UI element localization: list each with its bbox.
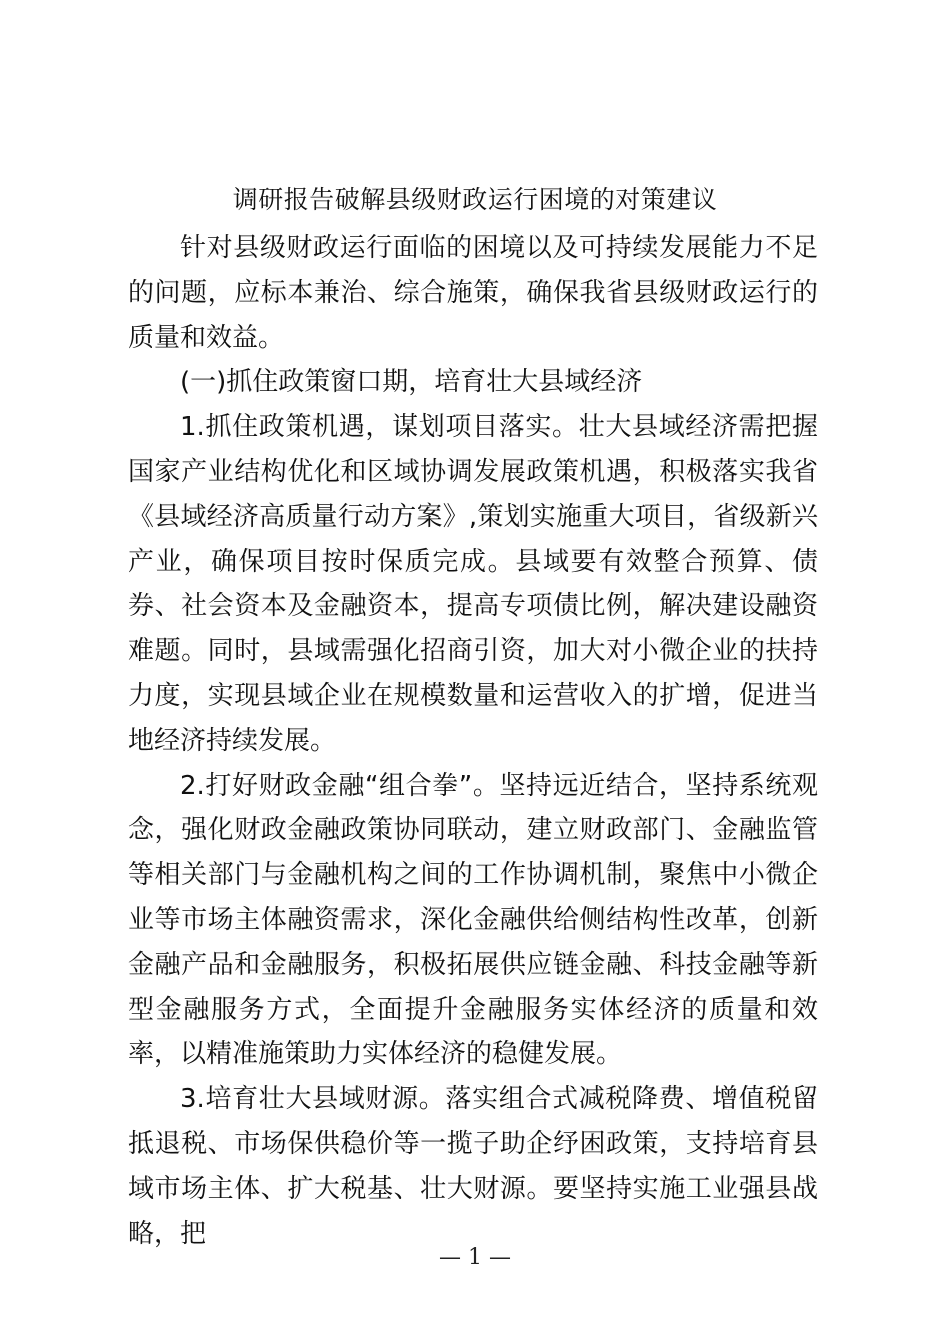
paragraph-intro: 针对县级财政运行面临的困境以及可持续发展能力不足的问题，应标本兼治、综合施策，确保我省县级财政运行的质量和效益。: [128, 233, 818, 353]
document-title: 调研报告破解县级财政运行困境的对策建议: [232, 185, 718, 214]
section-heading: (一)抓住政策窗口期，培育壮大县域经济: [180, 367, 643, 398]
paragraph-item-3: 3.培育壮大县域财源。落实组合式减税降费、增值税留抵退税、市场保供稳价等一揽子助企纾困政策，支持培育县域市场主体、扩大税基、壮大财源。要坚持实施工业强县战略，把: [128, 1084, 818, 1249]
page-number: — 1 —: [439, 1245, 511, 1270]
paragraph-item-2: 2.打好财政金融“组合拳”。坚持远近结合，坚持系统观念，强化财政金融政策协同联动，建立财政部门、金融监管等相关部门与金融机构之间的工作协调机制，聚焦中小微企业等市场主体融资需求，深化金融供给侧结构性改革，创新金融产品和金融服务，积极拓展供应链金融、科技金融等新型金融服务方式，全面提升金融服务实体经济的质量和效率，以精准施策助力实体经济的稳健发展。: [128, 770, 818, 1070]
document-body: [128, 226, 818, 1256]
paragraph-item-1: 1.抓住政策机遇，谋划项目落实。壮大县域经济需把握国家产业结构优化和区域协调发展政策机遇，积极落实我省《县域经济高质量行动方案》,策划实施重大项目，省级新兴产业，确保项目按时保质完成。县域要有效整合预算、债券、社会资本及金融资本，提高专项债比例，解决建设融资难题。同时，县域需强化招商引资，加大对小微企业的扶持力度，实现县域企业在规模数量和运营收入的扩增，促进当地经济持续发展。: [128, 412, 818, 756]
